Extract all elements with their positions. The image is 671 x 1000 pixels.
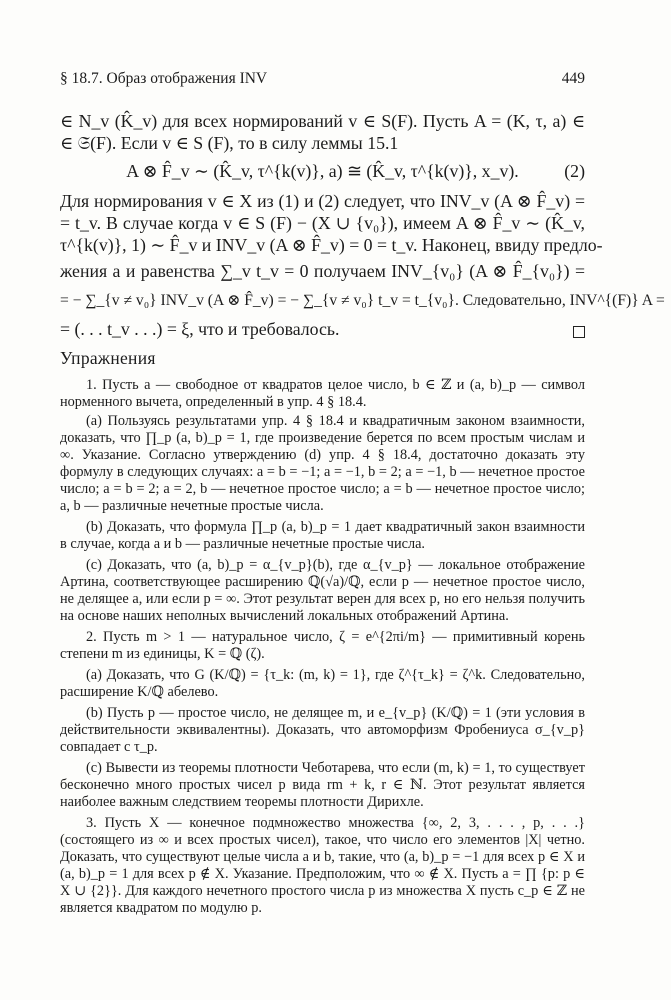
end-of-proof-icon (573, 326, 585, 338)
equation-number: (2) (564, 161, 585, 181)
main-text (60, 110, 665, 340)
text-line: = t_v. В случае когда v ∈ S (F) − (X ∪ {v₀}), имеем A ⊗ F̂_v ∼ (K̂_v, (60, 213, 585, 233)
exercises-list (60, 377, 585, 917)
exercise-2: 2. Пусть m > 1 — натуральное число, ζ = e^{2πi/m} — примитивный корень степени m из единицы, K = ℚ (ζ). (60, 629, 585, 662)
equation-body: A ⊗ F̂_v ∼ (K̂_v, τ^{k(v)}, a) ≅ (K̂_v, τ^{k(v)}, x_v). (126, 161, 519, 181)
page-number: 449 (561, 70, 585, 87)
section-title: § 18.7. Образ отображения INV (60, 70, 268, 87)
exercise-2c: (c) Вывести из теоремы плотности Чеботарева, что если (m, k) = 1, то существует бесконечно много простых чисел p вида rm + k, r ∈ ℕ. Этот результат является наиболее важным следствием теоремы плотности Дирихле. (60, 760, 585, 810)
text-line-last (60, 318, 585, 340)
exercises-heading: Упражнения (60, 348, 156, 368)
exercise-2a: (a) Доказать, что G (K/ℚ) = {τ_k: (m, k) = 1}, где ζ^{τ_k} = ζ^k. Следовательно, расширение K/ℚ абелево. (60, 667, 585, 700)
running-header (60, 70, 585, 92)
equation-2 (60, 160, 585, 182)
text-line: τ^{k(v)}, 1) ∼ F̂_v и INV_v (A ⊗ F̂_v) = 0 = t_v. Наконец, ввиду предло- (60, 235, 603, 255)
exercise-1b: (b) Доказать, что формула ∏_p (a, b)_p = 1 дает квадратичный закон взаимности в случае, когда a и b — различные нечетные простые числа. (60, 519, 585, 552)
exercise-1a: (a) Пользуясь результатами упр. 4 § 18.4 и квадратичным законом взаимности, доказать, что ∏_p (a, b)_p = 1, где произведение берется по всем простым числам и ∞. Указание. Согласно утверждению (d) упр. 4 § 18.4, достаточно доказать эту формулу в следующих случаях: a = b = −1; a = −1, b = 2; a = −1, b — нечетное простое число; a = b = 2; a = 2, b — нечетное простое число; a = b — нечетное простое число; a, b — различные нечетные простые числа. (60, 413, 585, 514)
exercise-1: 1. Пусть a — свободное от квадратов целое число, b ∈ ℤ и (a, b)_p — символ норменного вычета, определенный в упр. 4 § 18.4. (60, 377, 585, 410)
text-line: = (. . . t_v . . .) = ξ, что и требовалось. (60, 319, 340, 339)
text-line: ∈ 𝔖(F). Если v ∈ S (F), то в силу леммы 15.1 (60, 133, 399, 153)
exercise-2b: (b) Пусть p — простое число, не делящее m, и e_{v_p} (K/ℚ) = 1 (эти условия в действительности эквивалентны). Доказать, что автоморфизм Фробениуса σ_{v_p} совпадает с τ_p. (60, 705, 585, 755)
text-line: ∈ N_v (K̂_v) для всех нормирований v ∈ S(F). Пусть A = (K, τ, a) ∈ (60, 111, 585, 131)
text-line: Для нормирования v ∈ X из (1) и (2) следует, что INV_v (A ⊗ F̂_v) = (60, 191, 585, 211)
text-line: жения а и равенства ∑_v t_v = 0 получаем INV_{v₀} (A ⊗ F̂_{v₀}) = (60, 261, 585, 281)
exercise-3: 3. Пусть X — конечное подмножество множества {∞, 2, 3, . . . , p, . . .} (состоящего из ∞ и всех простых чисел), такое, что число его элементов |X| четно. Доказать, что существуют целые числа a и b, такие, что (a, b)_p = −1 для всех p ∈ X и (a, b)_p = 1 для всех p ∉ X. Указание. Предположим, что ∞ ∉ X. Пусть a = ∏ {p: p ∈ X ∪ {2}}. Для каждого нечетного простого числа p из множества X пусть c_p ∈ ℤ не является квадратом по модулю p. (60, 815, 585, 916)
text-line: = − ∑_{v ≠ v₀} INV_v (A ⊗ F̂_v) = − ∑_{v ≠ v₀} t_v = t_{v₀}. Следовательно, INV^{(F)} A = (60, 292, 665, 309)
exercise-1c: (c) Доказать, что (a, b)_p = α_{v_p}(b), где α_{v_p} — локальное отображение Артина, соответствующее расширению ℚ(√a)/ℚ, если p — нечетное простое число, не делящее a, или если p = ∞. Этот результат верен для всех p, но его нельзя получить на основе наших неполных вычислений локальных отображений Артина. (60, 557, 585, 624)
